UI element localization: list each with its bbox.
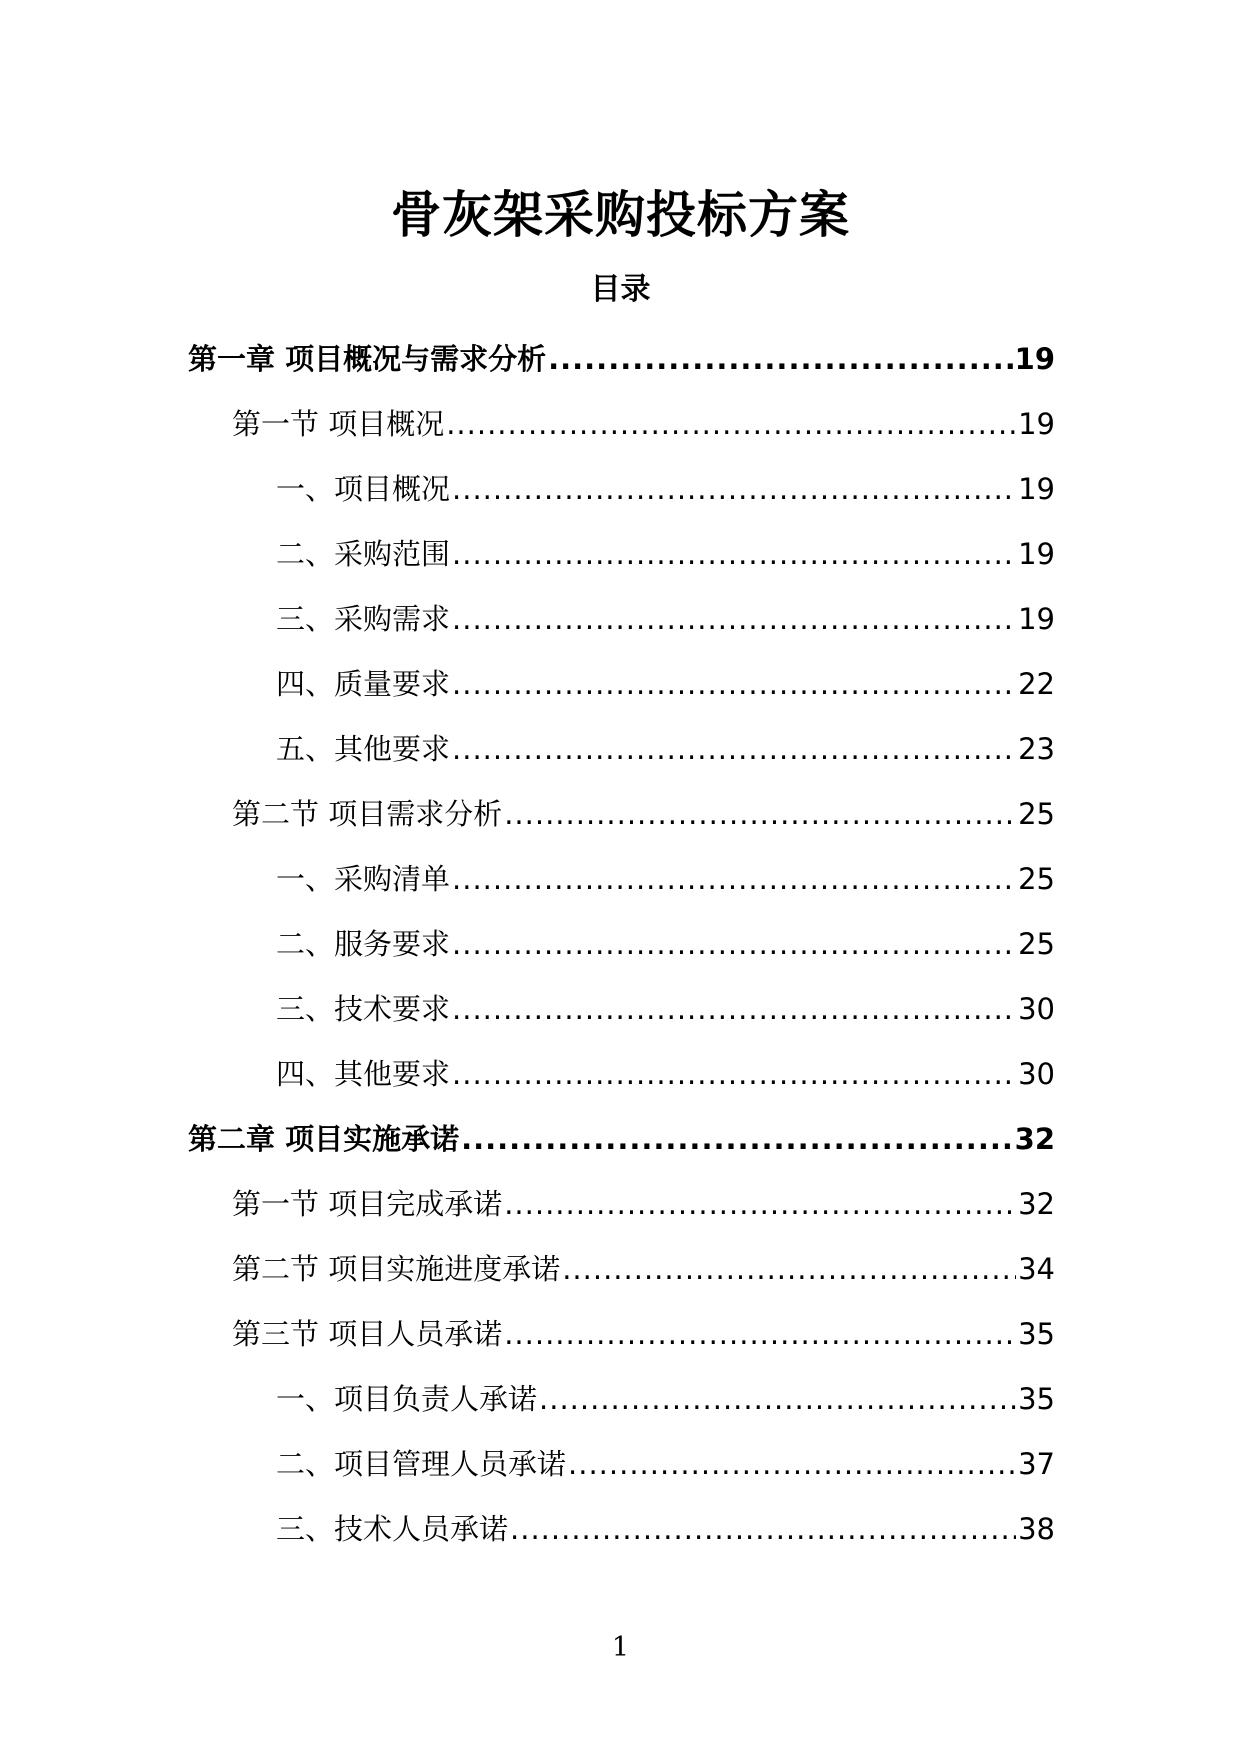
toc-leader-dots — [446, 402, 1016, 446]
toc-leader-dots — [568, 1442, 1016, 1486]
toc-entry[interactable] — [0, 857, 1241, 922]
toc-leader-dots — [504, 792, 1016, 836]
toc-leader-dots — [461, 1117, 1013, 1161]
page-number: 1 — [611, 1632, 630, 1663]
toc-entry-label: 二、项目管理人员承诺 — [276, 1447, 567, 1481]
toc-entry-page: 19 — [1018, 537, 1055, 571]
toc-entry-page: 19 — [1014, 342, 1055, 376]
toc-entry[interactable] — [0, 1117, 1241, 1182]
toc-entry-page: 38 — [1018, 1512, 1055, 1546]
toc-entry-label: 第一节 项目完成承诺 — [232, 1187, 503, 1221]
toc-entry-label: 三、技术人员承诺 — [276, 1512, 509, 1546]
toc-entry[interactable] — [0, 402, 1241, 467]
toc-entry[interactable] — [0, 532, 1241, 597]
toc-entry-page: 32 — [1018, 1187, 1055, 1221]
toc-entry-page: 25 — [1018, 927, 1055, 961]
toc-leader-dots — [452, 857, 1016, 901]
toc-leader-dots — [452, 727, 1016, 771]
toc-entry-page: 37 — [1018, 1447, 1055, 1481]
toc-entry-label: 第一节 项目概况 — [232, 407, 445, 441]
toc-entry[interactable] — [0, 792, 1241, 857]
toc-entry-label: 三、采购需求 — [276, 602, 451, 636]
toc-entry[interactable] — [0, 987, 1241, 1052]
toc-entry[interactable] — [0, 337, 1241, 402]
toc-leader-dots — [539, 1377, 1016, 1421]
toc-entry-page: 35 — [1018, 1317, 1055, 1351]
toc-leader-dots — [548, 337, 1013, 381]
toc-leader-dots — [452, 662, 1016, 706]
toc-leader-dots — [504, 1182, 1016, 1226]
toc-entry-label: 第三节 项目人员承诺 — [232, 1317, 503, 1351]
toc-entry-label: 二、采购范围 — [276, 537, 451, 571]
toc-entry-page: 25 — [1018, 862, 1055, 896]
toc-entry-label: 第二节 项目需求分析 — [232, 797, 503, 831]
toc-entry-label: 第一章 项目概况与需求分析 — [188, 342, 547, 376]
toc-entry-page: 34 — [1018, 1252, 1055, 1286]
toc-entry[interactable] — [0, 1312, 1241, 1377]
toc-entry-page: 25 — [1018, 797, 1055, 831]
toc-leader-dots — [452, 922, 1016, 966]
toc-entry-page: 23 — [1018, 732, 1055, 766]
toc-leader-dots — [452, 597, 1016, 641]
toc-entry[interactable] — [0, 1442, 1241, 1507]
toc-entry[interactable] — [0, 1052, 1241, 1117]
toc-leader-dots — [504, 1312, 1016, 1356]
toc-entry-label: 第二节 项目实施进度承诺 — [232, 1252, 561, 1286]
toc-entry-label: 四、质量要求 — [276, 667, 451, 701]
toc-entry-label: 一、项目负责人承诺 — [276, 1382, 538, 1416]
toc-entry[interactable] — [0, 1377, 1241, 1442]
toc-leader-dots — [452, 1052, 1016, 1096]
toc-entry-page: 19 — [1018, 602, 1055, 636]
toc-entry-page: 22 — [1018, 667, 1055, 701]
toc-entry[interactable] — [0, 662, 1241, 727]
toc-entry-page: 35 — [1018, 1382, 1055, 1416]
toc-entry-label: 一、采购清单 — [276, 862, 451, 896]
toc-entry-page: 30 — [1018, 992, 1055, 1026]
toc-leader-dots — [452, 532, 1016, 576]
toc-leader-dots — [452, 987, 1016, 1031]
toc-entry-page: 30 — [1018, 1057, 1055, 1091]
toc-leader-dots — [452, 467, 1016, 511]
toc-entry[interactable] — [0, 467, 1241, 532]
document-title: 骨灰架采购投标方案 — [391, 186, 850, 244]
toc-entry[interactable] — [0, 1182, 1241, 1247]
toc-entry-label: 五、其他要求 — [276, 732, 451, 766]
toc-entry-page: 19 — [1018, 407, 1055, 441]
toc-heading: 目录 — [590, 272, 651, 307]
toc-entry-label: 一、项目概况 — [276, 472, 451, 506]
toc-entry[interactable] — [0, 922, 1241, 987]
toc-entry[interactable] — [0, 1247, 1241, 1312]
table-of-contents — [0, 337, 1241, 1572]
toc-entry[interactable] — [0, 1507, 1241, 1572]
toc-entry-page: 19 — [1018, 472, 1055, 506]
toc-entry-page: 32 — [1014, 1122, 1055, 1156]
toc-entry-label: 二、服务要求 — [276, 927, 451, 961]
toc-entry-label: 第二章 项目实施承诺 — [188, 1122, 460, 1156]
toc-leader-dots — [510, 1507, 1016, 1551]
toc-entry[interactable] — [0, 727, 1241, 792]
toc-leader-dots — [562, 1247, 1016, 1291]
toc-entry-label: 三、技术要求 — [276, 992, 451, 1026]
toc-entry-label: 四、其他要求 — [276, 1057, 451, 1091]
toc-entry[interactable] — [0, 597, 1241, 662]
